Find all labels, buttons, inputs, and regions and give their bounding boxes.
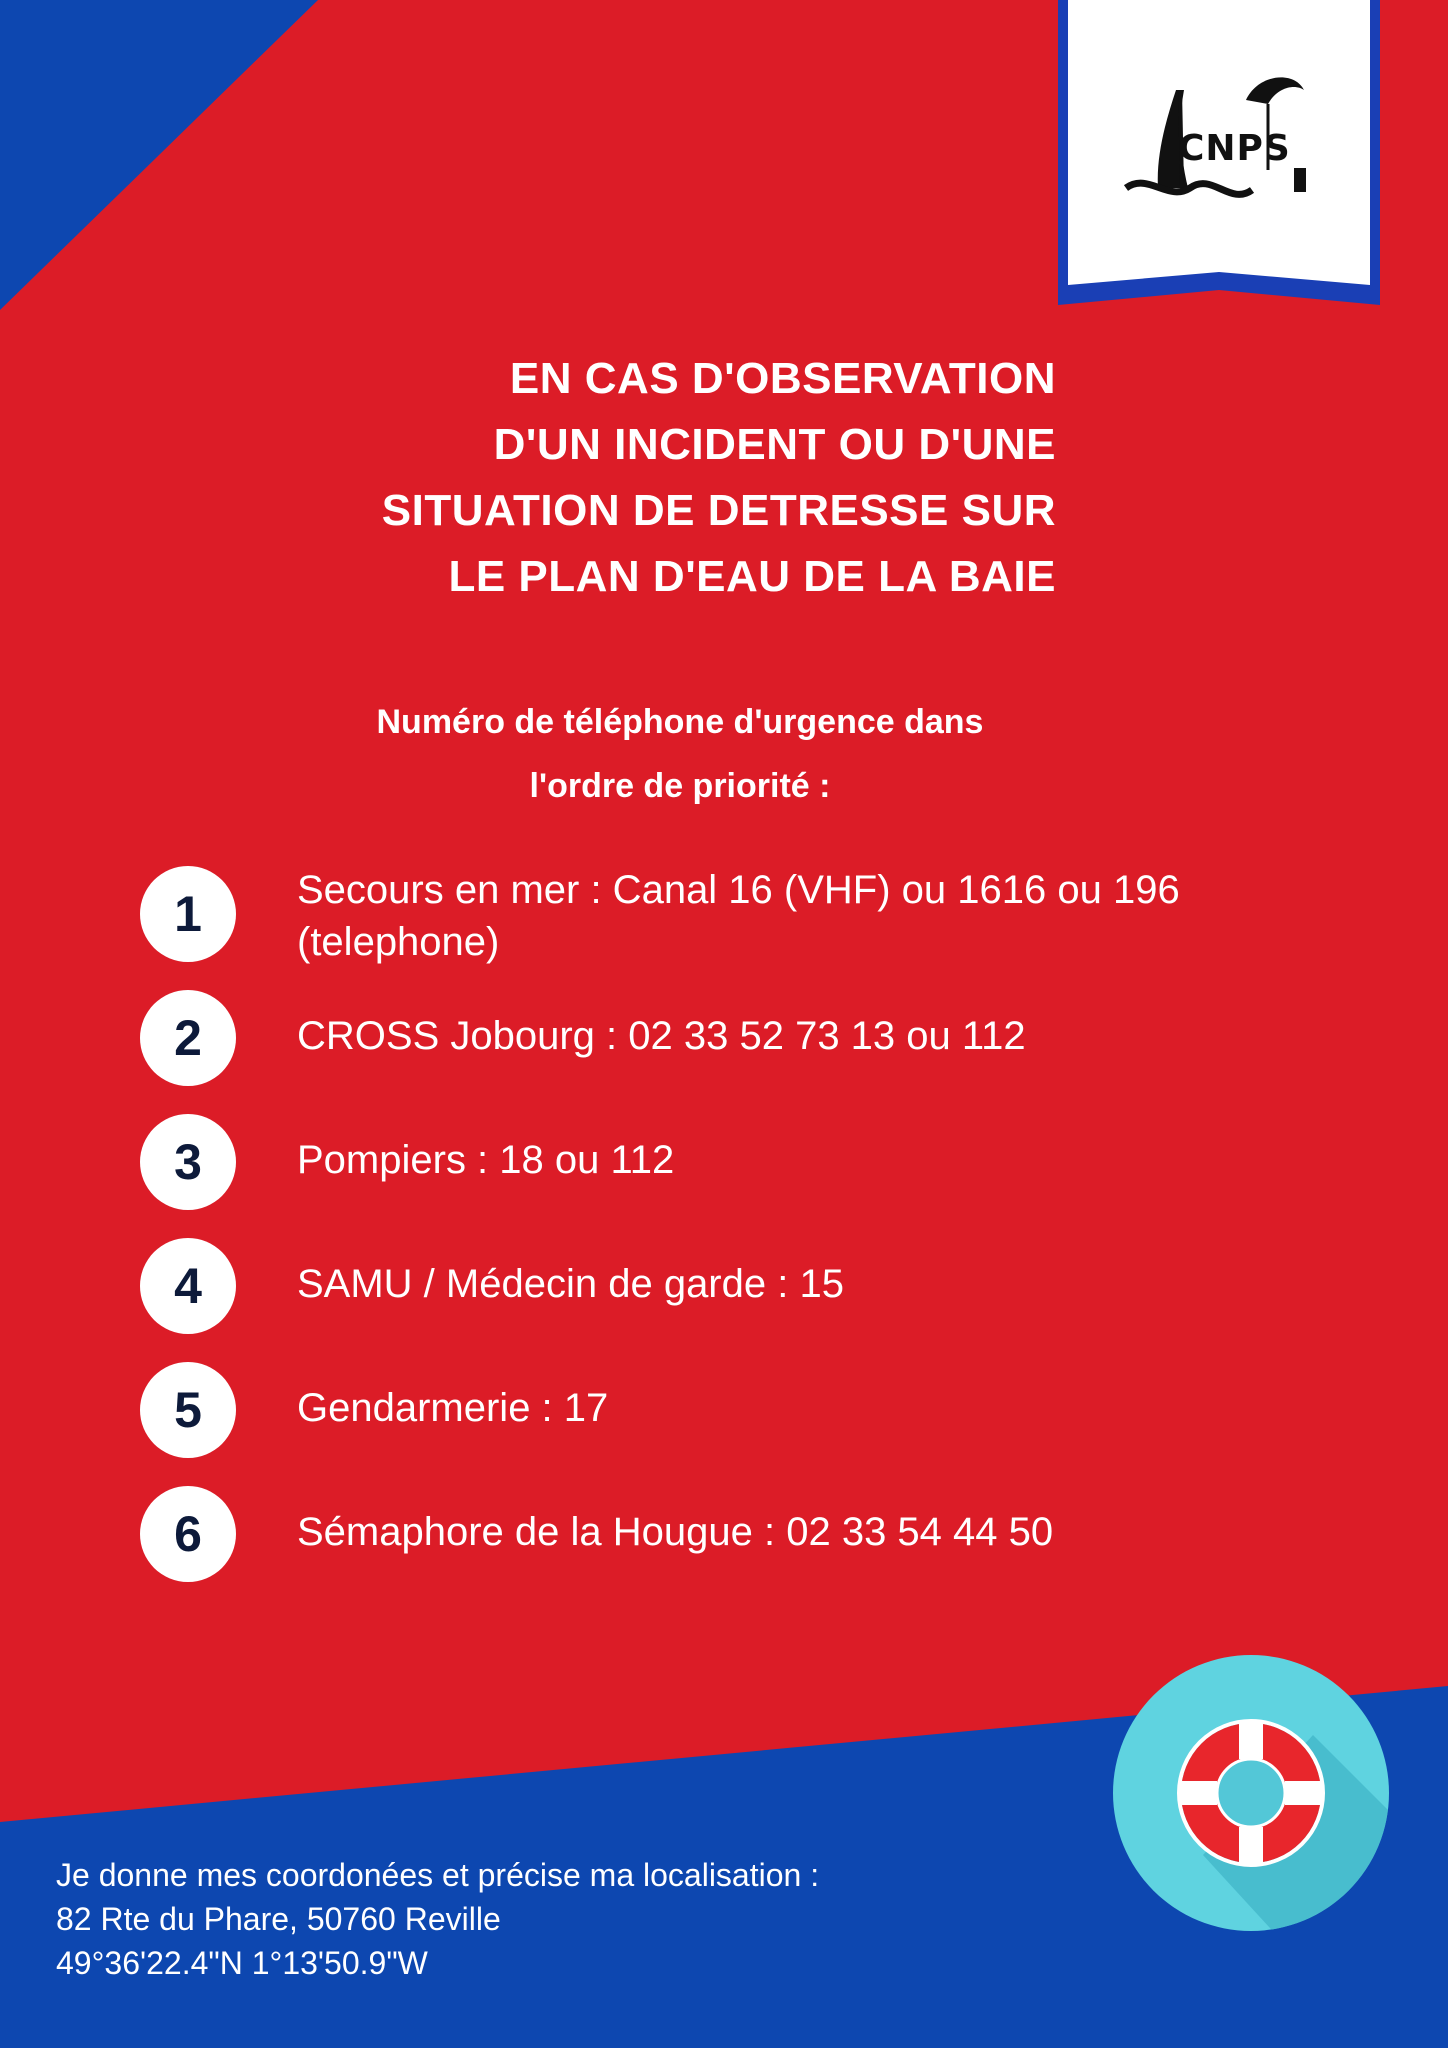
- number-badge: 4: [140, 1238, 236, 1334]
- number-badge: 2: [140, 990, 236, 1086]
- subtitle-line: Numéro de téléphone d'urgence dans: [376, 703, 984, 741]
- emergency-item-text: Secours en mer : Canal 16 (VHF) ou 1616 ou 196 (telephone): [297, 868, 1180, 964]
- footer-line: Je donne mes coordonées et précise ma localisation :: [56, 1857, 820, 1893]
- emergency-item-text: SAMU / Médecin de garde : 15: [297, 1262, 844, 1306]
- subtitle: [230, 690, 1130, 818]
- headline-line: SITUATION DE DETRESSE SUR: [381, 486, 1056, 535]
- life-buoy-icon: [1113, 1655, 1389, 1931]
- number-badge: 3: [140, 1114, 236, 1210]
- footer-address: [56, 1853, 819, 1985]
- club-logo-text: CNPS: [1178, 128, 1291, 169]
- emergency-item-text: Sémaphore de la Hougue : 02 33 54 44 50: [297, 1510, 1054, 1554]
- number-badge: 1: [140, 866, 236, 962]
- emergency-item-text: CROSS Jobourg : 02 33 52 73 13 ou 112: [297, 1014, 1026, 1058]
- footer-line: 82 Rte du Phare, 50760 Reville: [56, 1901, 501, 1937]
- footer-line: 49°36'22.4"N 1°13'50.9"W: [56, 1945, 428, 1981]
- emergency-item-text: Gendarmerie : 17: [297, 1386, 609, 1430]
- headline-line: EN CAS D'OBSERVATION: [509, 354, 1056, 403]
- emergency-item-text: Pompiers : 18 ou 112: [297, 1138, 675, 1182]
- number-badge: 6: [140, 1486, 236, 1582]
- number-badge: 5: [140, 1362, 236, 1458]
- headline-line: LE PLAN D'EAU DE LA BAIE: [448, 552, 1056, 601]
- subtitle-line: l'ordre de priorité :: [529, 767, 831, 805]
- headline: [200, 346, 1056, 610]
- headline-line: D'UN INCIDENT OU D'UNE: [493, 420, 1056, 469]
